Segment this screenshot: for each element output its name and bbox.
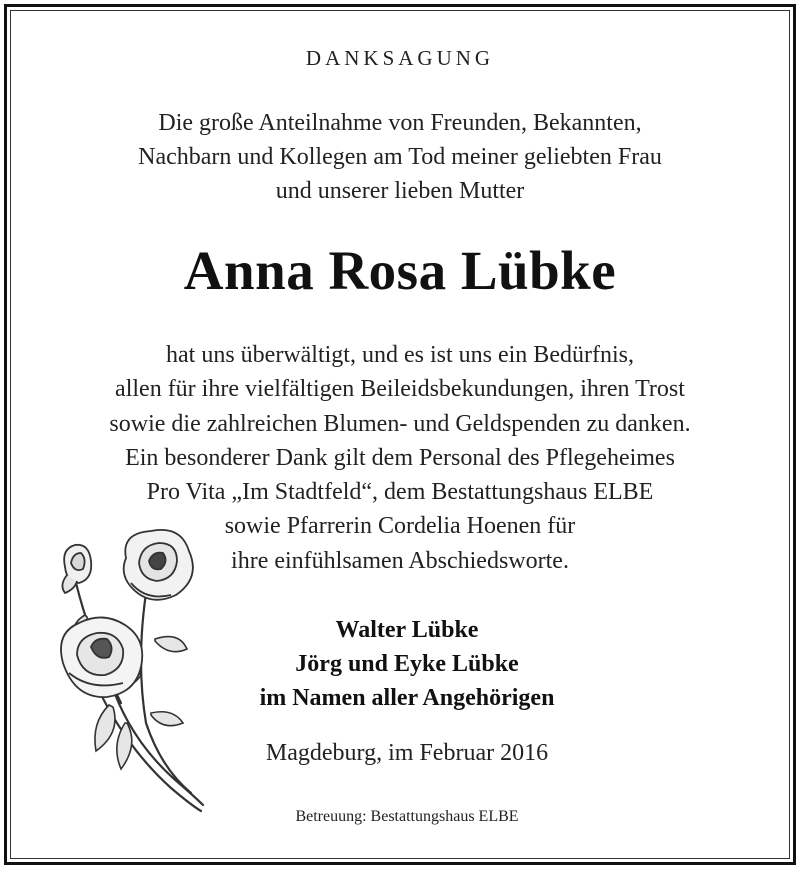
signer-line: Walter Lübke [335,617,479,643]
intro-line: Die große Anteilnahme von Freunden, Bekannten, [158,110,642,136]
intro-paragraph [7,106,793,208]
thanks-line: sowie Pfarrerin Cordelia Hoenen für [224,513,576,540]
thanks-line: hat uns überwältigt, und es ist uns ein Bedürfnis, [166,342,634,368]
funeral-home-note: Betreuung: Bestattungshaus ELBE [295,808,519,825]
signatories [137,613,677,715]
intro-line: und unserer lieben Mutter [275,178,525,204]
signer-line: Jörg und Eyke Lübke [295,651,519,677]
thanks-line: Pro Vita „Im Stadtfeld“, dem Bestattungshaus ELBE [146,479,654,506]
intro-line: Nachbarn und Kollegen am Tod meiner geliebten Frau [138,144,662,170]
signer-line: im Namen aller Angehörigen [259,685,555,711]
thanks-line: Ein besonderer Dank gilt dem Personal des Pflegeheimes [125,444,675,471]
thanks-line: allen für ihre vielfältigen Beileidsbekundungen, ihren Trost [115,376,685,403]
notice-title: DANKSAGUNG [305,46,495,70]
deceased-name: Anna Rosa Lübke [183,240,617,301]
thanks-line: sowie die zahlreichen Blumen- und Geldspenden zu danken. [109,410,691,437]
obituary-notice [4,4,796,865]
thanks-line: ihre einfühlsamen Abschiedsworte. [231,547,569,574]
place-and-date: Magdeburg, im Februar 2016 [265,740,549,766]
